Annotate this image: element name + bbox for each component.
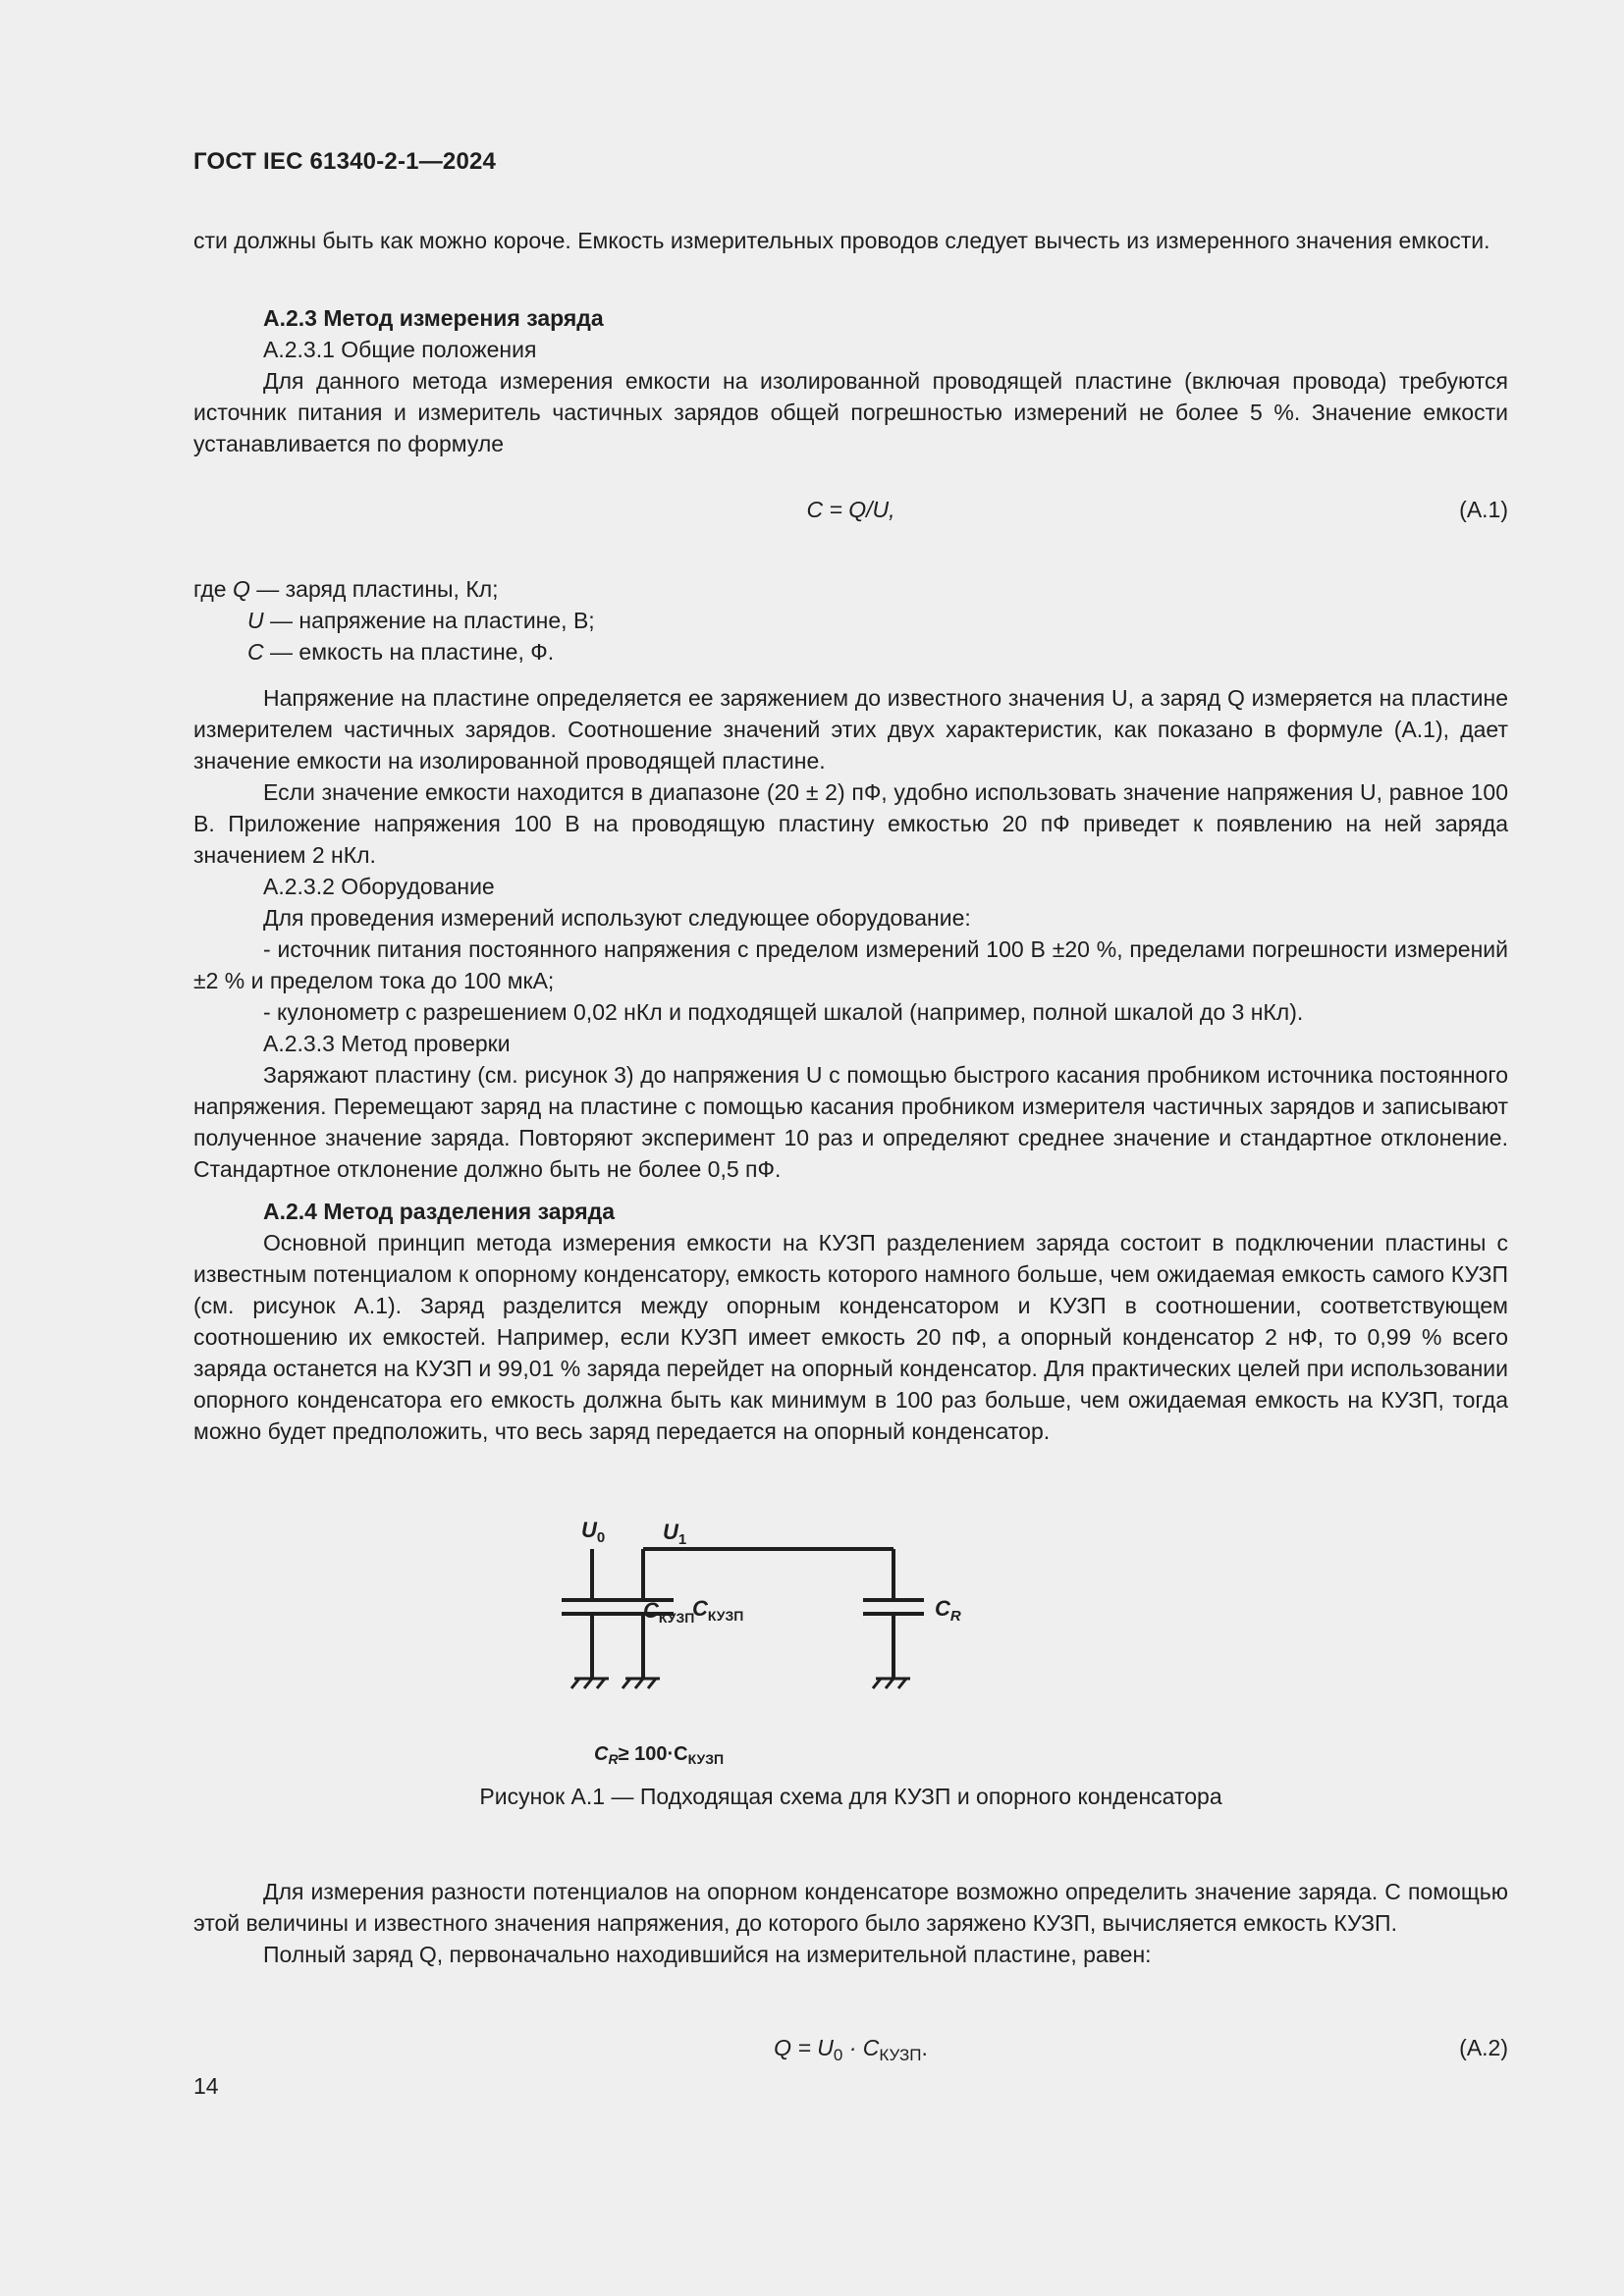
paragraph: Основной принцип метода измерения емкости на КУЗП разделением заряда состоит в подключении пластины с известным потенциалом к опорному конденсатору, емкость которого намного больше, чем ожидаемая емкость самого КУЗП (см. рисунок А.1). Заряд разделится между опорным конденсатором и КУЗП в соотношении, соответствующем соотношению их емкостей. Например, если КУЗП имеет емкость 20 пФ, а опорный конденсатор 2 нФ, то 0,99 % всего заряда останется на КУЗП и 99,01 % заряда перейдет на опорный конденсатор. Для практических целей при использовании опорного конденсатора его емкость должна быть как минимум в 100 раз больше, чем ожидаемая емкость на КУЗП, тогда можно будет предположить, что весь заряд передается на опорный конденсатор. (193, 1230, 1508, 1444)
document-header: ГОСТ IEC 61340-2-1—2024 (193, 148, 497, 175)
section-title: А.2.4 Метод разделения заряда (263, 1199, 616, 1224)
condition-formula: $C_R\ge 100\cdot C_{КУЗП}$ (594, 1743, 725, 1767)
paragraph: Напряжение на пластине определяется ее заряжением до известного значения U, а заряд Q измеряется на пластине измерителем частичных зарядов. Соотношение значений этих двух характеристик, как показано в формуле (А.1), дает значение емкости на изолированной проводящей пластине. (193, 685, 1508, 774)
label-u1: $U_1$ (663, 1520, 687, 1548)
variable-c: C — емкость на пластине, Ф. (247, 639, 555, 665)
variable-list (193, 573, 595, 667)
paragraph: Если значение емкости находится в диапазоне (20 ± 2) пФ, удобно использовать значение напряжения U, равное 100 В. Приложение напряжения 100 В на проводящую пластину емкостью 20 пФ приведет к появлению на ней заряда значением 2 нКл. (193, 779, 1508, 868)
paragraph: Для проведения измерений используют следующее оборудование: (263, 905, 971, 931)
intro-paragraph (193, 225, 1508, 256)
paragraph: Для данного метода измерения емкости на изолированной проводящей пластине (включая провода) требуются источник питания и измеритель частичных зарядов общей погрешностью измерений не более 5 %. Значение емкости устанавливается по формуле (193, 368, 1508, 456)
formula-number: (А.2) (1459, 2035, 1508, 2060)
paragraph: Заряжают пластину (см. рисунок 3) до напряжения U с помощью быстрого касания пробником источника постоянного напряжения. Перемещают заряд на пластине с помощью касания пробником измерителя частичных зарядов и записывают полученное значение заряда. Повторяют эксперимент 10 раз и определяют среднее значение и стандартное отклонение. Стандартное отклонение должно быть не более 0,5 пФ. (193, 1062, 1508, 1182)
list-item: - источник питания постоянного напряжения с пределом измерений 100 В ±20 %, пределами погрешности измерений ±2 % и пределом тока до 100 мкА; (193, 936, 1508, 993)
label-c-kuzp-left: $C_{КУЗП}$ (643, 1598, 695, 1626)
subsection-title: А.2.3.3 Метод проверки (263, 1031, 511, 1056)
page-number: 14 (193, 2073, 219, 2099)
label-u0: $U_0$ (581, 1518, 606, 1546)
section-after-figure (193, 1876, 1508, 1970)
variable-q: где Q — заряд пластины, Кл; (193, 576, 499, 602)
subsection-title: А.2.3.1 Общие положения (263, 337, 537, 362)
formula-expression: C = Q/U, (806, 497, 895, 522)
section-a23-body (193, 682, 1508, 1185)
figure-caption: Рисунок А.1 — Подходящая схема для КУЗП и опорного конденсатора (479, 1784, 1222, 1809)
circuit-diagram (550, 1502, 962, 1796)
section-a24 (193, 1196, 1508, 1447)
paragraph: сти должны быть как можно короче. Емкость измерительных проводов следует вычесть из измеренного значения емкости. (193, 228, 1490, 253)
formula-expression: $Q = U_0 \cdot C_{КУЗП}$. (774, 2035, 928, 2064)
variable-u: U — напряжение на пластине, В; (247, 608, 595, 633)
section-title: А.2.3 Метод измерения заряда (263, 305, 604, 331)
label-c-kuzp-mid: $C_{КУЗП}$ (692, 1596, 744, 1624)
label-c-r: $C_R$ (935, 1596, 961, 1625)
subsection-title: А.2.3.2 Оборудование (263, 874, 495, 899)
list-item: - кулонометр с разрешением 0,02 нКл и подходящей шкалой (например, полной шкалой до 3 нКл). (263, 999, 1304, 1025)
paragraph: Для измерения разности потенциалов на опорном конденсаторе возможно определить значение заряда. С помощью этой величины и известного значения напряжения, до которого было заряжено КУЗП, вычисляется емкость КУЗП. (193, 1879, 1508, 1936)
formula-number: (А.1) (1459, 497, 1508, 522)
paragraph: Полный заряд Q, первоначально находившийся на измерительной пластине, равен: (263, 1942, 1152, 1967)
section-a23 (193, 302, 1508, 459)
